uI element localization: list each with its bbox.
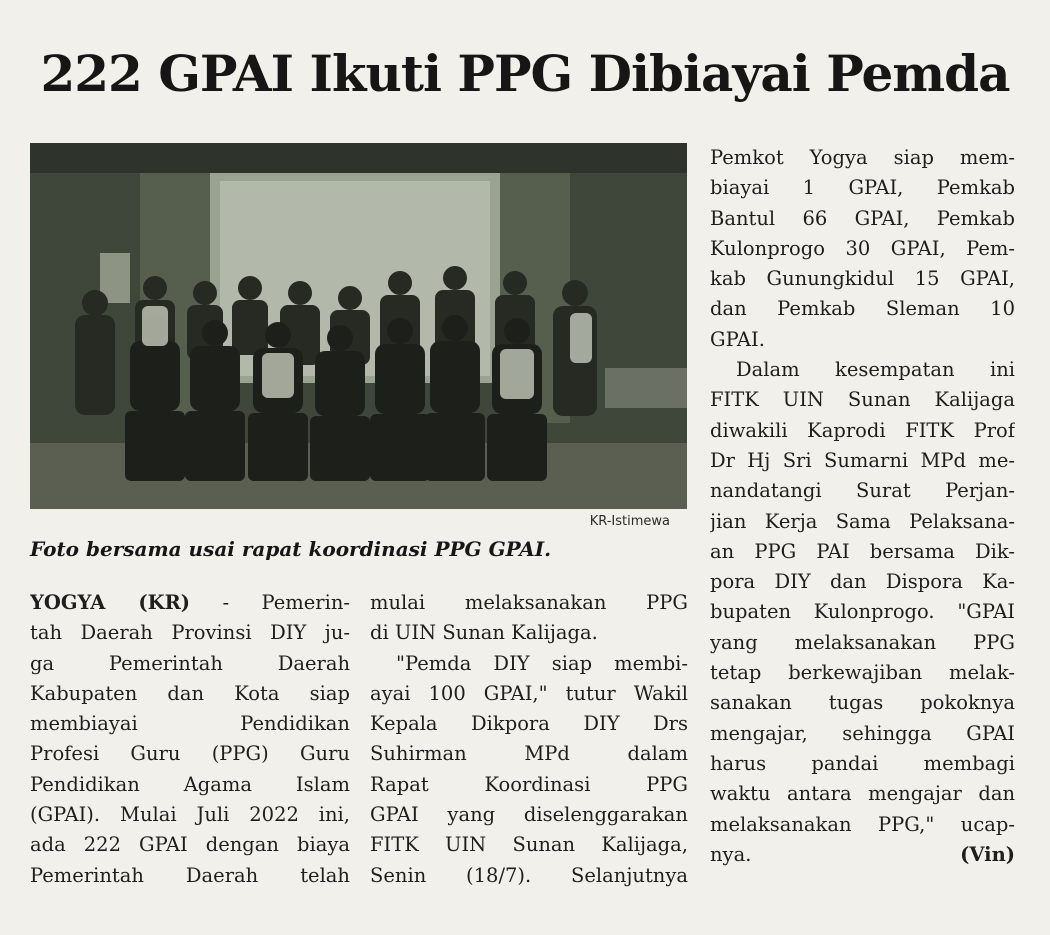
- text-line: Pendidikan Agama Islam: [30, 772, 350, 796]
- photo-credit: KR-Istimewa: [589, 514, 670, 529]
- text-line: GPAI yang diselenggarakan: [370, 803, 688, 827]
- text-line: Dr Hj Sri Sumarni MPd me-: [710, 448, 1015, 472]
- article-column-3: [710, 143, 1015, 870]
- text-line: ada 222 GPAI dengan biaya: [30, 833, 350, 857]
- text-line: Kabupaten dan Kota siap: [30, 681, 350, 705]
- text-line: (GPAI). Mulai Juli 2022 ini,: [30, 803, 350, 827]
- text-span: nya.: [710, 842, 752, 866]
- dateline: YOGYA (KR): [30, 591, 190, 614]
- text-line: GPAI.: [710, 327, 765, 351]
- text-line: diwakili Kaprodi FITK Prof: [710, 418, 1015, 442]
- text-line: FITK UIN Sunan Kalijaga: [710, 388, 1015, 412]
- text-line: Pemerintah Daerah telah: [30, 863, 350, 887]
- text-line: mulai melaksanakan PPG: [370, 591, 688, 614]
- headline: 222 GPAI Ikuti PPG Dibiayai Pemda: [40, 44, 1010, 103]
- text-line: bupaten Kulonprogo. "GPAI: [710, 600, 1015, 624]
- text-line: di UIN Sunan Kalijaga.: [370, 621, 598, 645]
- photo-caption: Foto bersama usai rapat koordinasi PPG GPAI.: [30, 537, 552, 561]
- text-line: waktu antara mengajar dan: [710, 782, 1015, 806]
- text-line: kab Gunungkidul 15 GPAI,: [710, 267, 1015, 291]
- text-line: jian Kerja Sama Pelaksana-: [710, 509, 1015, 533]
- text-line: Profesi Guru (PPG) Guru: [30, 742, 350, 766]
- text-line: yang melaksanakan PPG: [710, 630, 1015, 654]
- text-line: [710, 840, 1015, 870]
- text-line: Pemkot Yogya siap mem-: [710, 146, 1015, 169]
- text-line: "Pemda DIY siap membi-: [396, 651, 688, 675]
- text-line: biayai 1 GPAI, Pemkab: [710, 176, 1015, 200]
- text-line: an PPG PAI bersama Dik-: [710, 539, 1015, 563]
- text-line: Rapat Koordinasi PPG: [370, 772, 688, 796]
- text-line: ga Pemerintah Daerah: [30, 651, 350, 675]
- text-line: nandatangi Surat Perjan-: [710, 479, 1015, 503]
- text-line: harus pandai membagi: [710, 751, 1015, 775]
- text-line: Dalam kesempatan ini: [736, 358, 1015, 382]
- text-line: sanakan tugas pokoknya: [710, 691, 1015, 715]
- text-line: pora DIY dan Dispora Ka-: [710, 570, 1015, 594]
- author-initials: (Vin): [960, 842, 1015, 866]
- text-line: melaksanakan PPG," ucap-: [710, 812, 1015, 836]
- text-line: [30, 588, 350, 618]
- text-line: Kepala Dikpora DIY Drs: [370, 712, 688, 736]
- text-line: mengajar, sehingga GPAI: [710, 721, 1015, 745]
- text-line: Bantul 66 GPAI, Pemkab: [710, 206, 1015, 230]
- group-photo-illustration: [30, 143, 687, 509]
- text-line: Kulonprogo 30 GPAI, Pem-: [710, 236, 1015, 260]
- group-photo: [30, 143, 687, 509]
- text-line: FITK UIN Sunan Kalijaga,: [370, 833, 688, 857]
- text-line: Senin (18/7). Selanjutnya: [370, 863, 688, 887]
- text-line: Suhirman MPd dalam: [370, 742, 688, 766]
- text-line: ayai 100 GPAI," tutur Wakil: [370, 681, 688, 705]
- text-line: membiayai Pendidikan: [30, 712, 350, 736]
- text-line: dan Pemkab Sleman 10: [710, 297, 1015, 321]
- text-line: tah Daerah Provinsi DIY ju-: [30, 621, 350, 645]
- article-column-2: [370, 588, 688, 891]
- text-span: - Pemerin-: [190, 591, 350, 614]
- text-line: tetap berkewajiban melak-: [710, 661, 1015, 685]
- article-column-1: [30, 588, 350, 891]
